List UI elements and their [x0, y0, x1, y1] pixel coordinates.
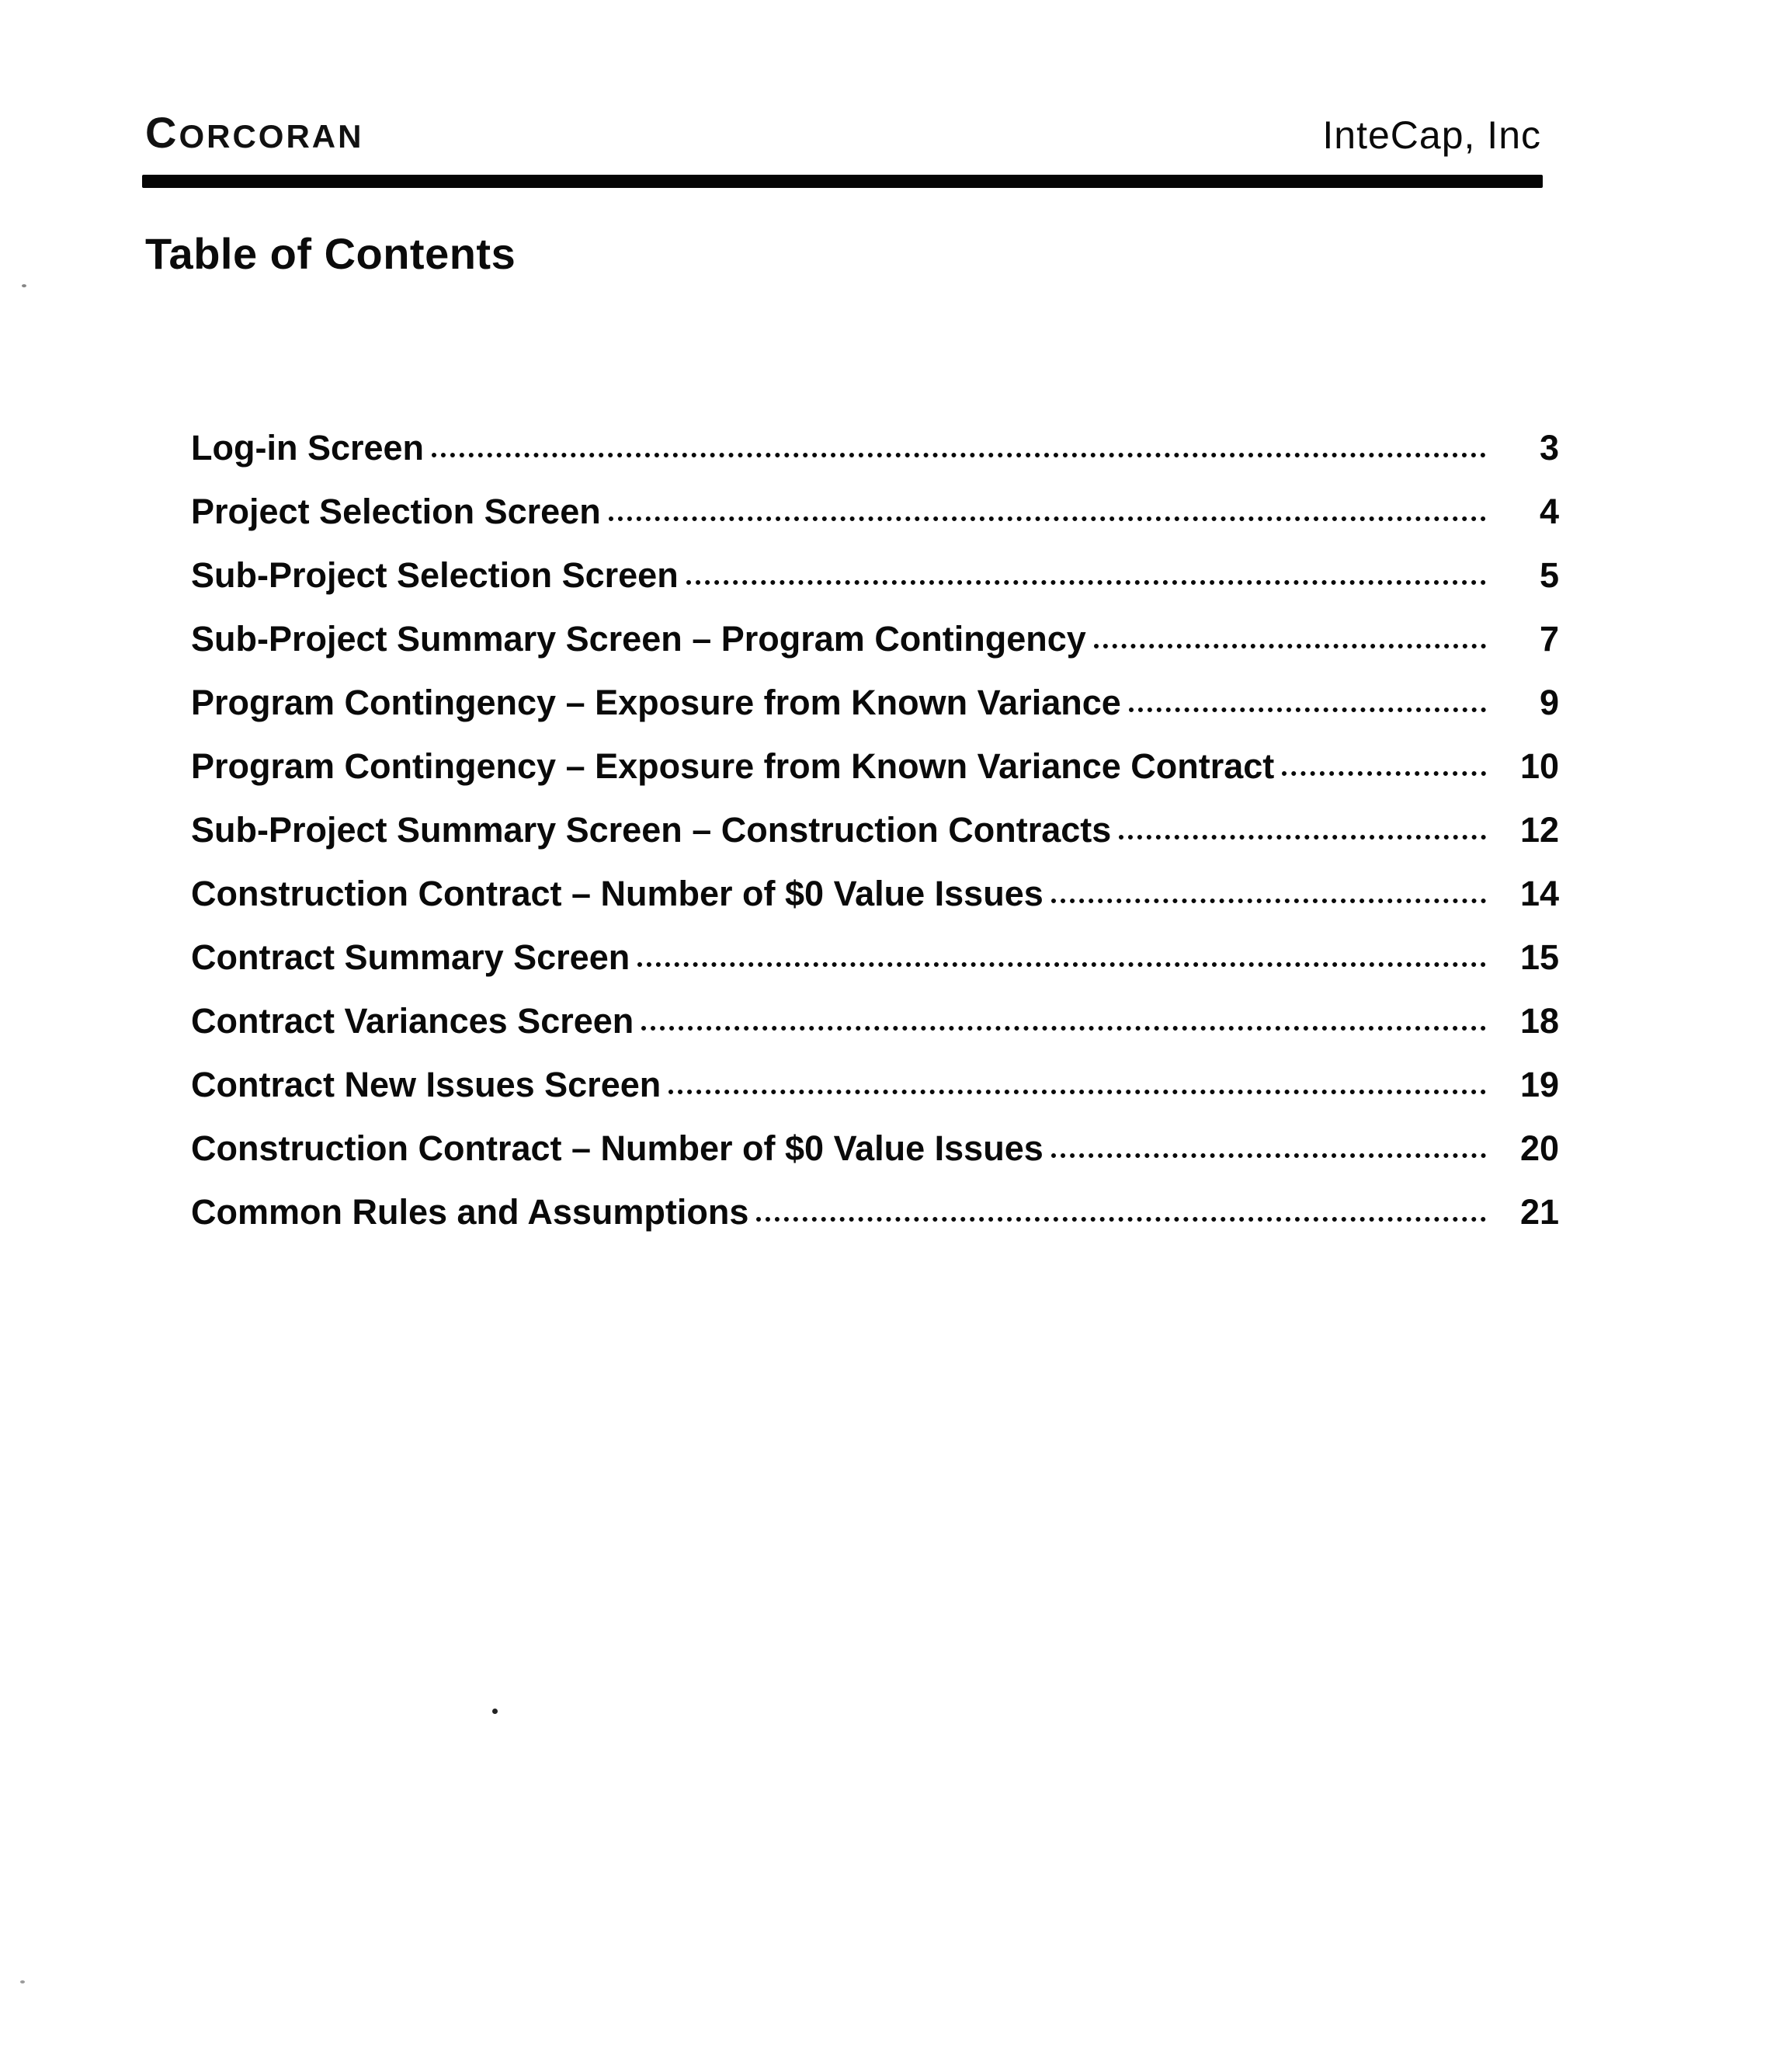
toc-entry-title: Log-in Screen — [191, 427, 425, 468]
toc-entry — [191, 658, 1559, 721]
toc-entry — [191, 403, 1559, 467]
toc-entry-page: 20 — [1519, 1128, 1559, 1168]
toc-entry — [191, 1104, 1559, 1167]
toc-entry-title: Sub-Project Summary Screen – Program Contingency — [191, 618, 1086, 659]
toc-entry-title: Construction Contract – Number of $0 Value Issues — [191, 873, 1044, 913]
toc-entry-page: 15 — [1519, 937, 1559, 977]
toc-entry-page: 3 — [1539, 427, 1559, 468]
toc-entry — [191, 1040, 1559, 1104]
toc-dot-leader — [668, 1090, 1486, 1094]
toc-dot-leader — [1051, 899, 1486, 903]
toc-dot-leader — [637, 962, 1486, 967]
toc-entry-title: Program Contingency – Exposure from Known Variance — [191, 682, 1121, 722]
toc-entry-page: 18 — [1519, 1000, 1559, 1041]
toc-entry-title: Program Contingency – Exposure from Known Variance Contract — [191, 746, 1275, 786]
toc-dot-leader — [1051, 1153, 1486, 1158]
toc-entry-title: Contract Summary Screen — [191, 937, 630, 977]
toc-dot-leader — [1282, 771, 1486, 776]
table-of-contents — [191, 403, 1559, 1231]
toc-entry-page: 19 — [1519, 1064, 1559, 1104]
toc-entry-page: 21 — [1519, 1191, 1559, 1232]
header-rule — [142, 175, 1543, 188]
toc-entry — [191, 594, 1559, 658]
toc-dot-leader — [1119, 835, 1486, 840]
toc-dot-leader — [756, 1217, 1486, 1222]
toc-entry — [191, 785, 1559, 849]
toc-entry-page: 5 — [1539, 555, 1559, 595]
toc-dot-leader — [1094, 644, 1486, 648]
toc-entry-title: Sub-Project Summary Screen – Construction Contracts — [191, 809, 1112, 850]
toc-entry — [191, 849, 1559, 913]
toc-entry-page: 4 — [1539, 491, 1559, 531]
toc-entry — [191, 721, 1559, 785]
document-header — [145, 107, 1631, 158]
corcoran-logo: CORCORAN — [145, 108, 364, 157]
toc-dot-leader — [686, 580, 1486, 585]
toc-entry-title: Common Rules and Assumptions — [191, 1191, 749, 1232]
toc-entry-title: Project Selection Screen — [191, 491, 601, 531]
company-name: InteCap, Inc — [1322, 113, 1541, 157]
toc-dot-leader — [1129, 707, 1486, 712]
toc-entry-page: 14 — [1519, 873, 1559, 913]
toc-dot-leader — [609, 516, 1486, 521]
toc-entry — [191, 913, 1559, 976]
toc-entry-page: 10 — [1519, 746, 1559, 786]
page-title: Table of Contents — [145, 229, 516, 278]
toc-entry — [191, 976, 1559, 1040]
toc-entry — [191, 1167, 1559, 1231]
toc-entry-page: 7 — [1539, 618, 1559, 659]
toc-entry — [191, 467, 1559, 530]
toc-entry-page: 12 — [1519, 809, 1559, 850]
toc-entry-page: 9 — [1539, 682, 1559, 722]
scan-artifact-speck — [22, 284, 26, 287]
toc-dot-leader — [641, 1026, 1486, 1031]
toc-dot-leader — [432, 453, 1486, 457]
toc-entry — [191, 530, 1559, 594]
toc-entry-title: Construction Contract – Number of $0 Value Issues — [191, 1128, 1044, 1168]
toc-entry-title: Contract New Issues Screen — [191, 1064, 662, 1104]
scan-artifact-dot — [492, 1709, 498, 1714]
scan-artifact-speck — [20, 1980, 25, 1983]
toc-entry-title: Contract Variances Screen — [191, 1000, 634, 1041]
toc-entry-title: Sub-Project Selection Screen — [191, 555, 679, 595]
